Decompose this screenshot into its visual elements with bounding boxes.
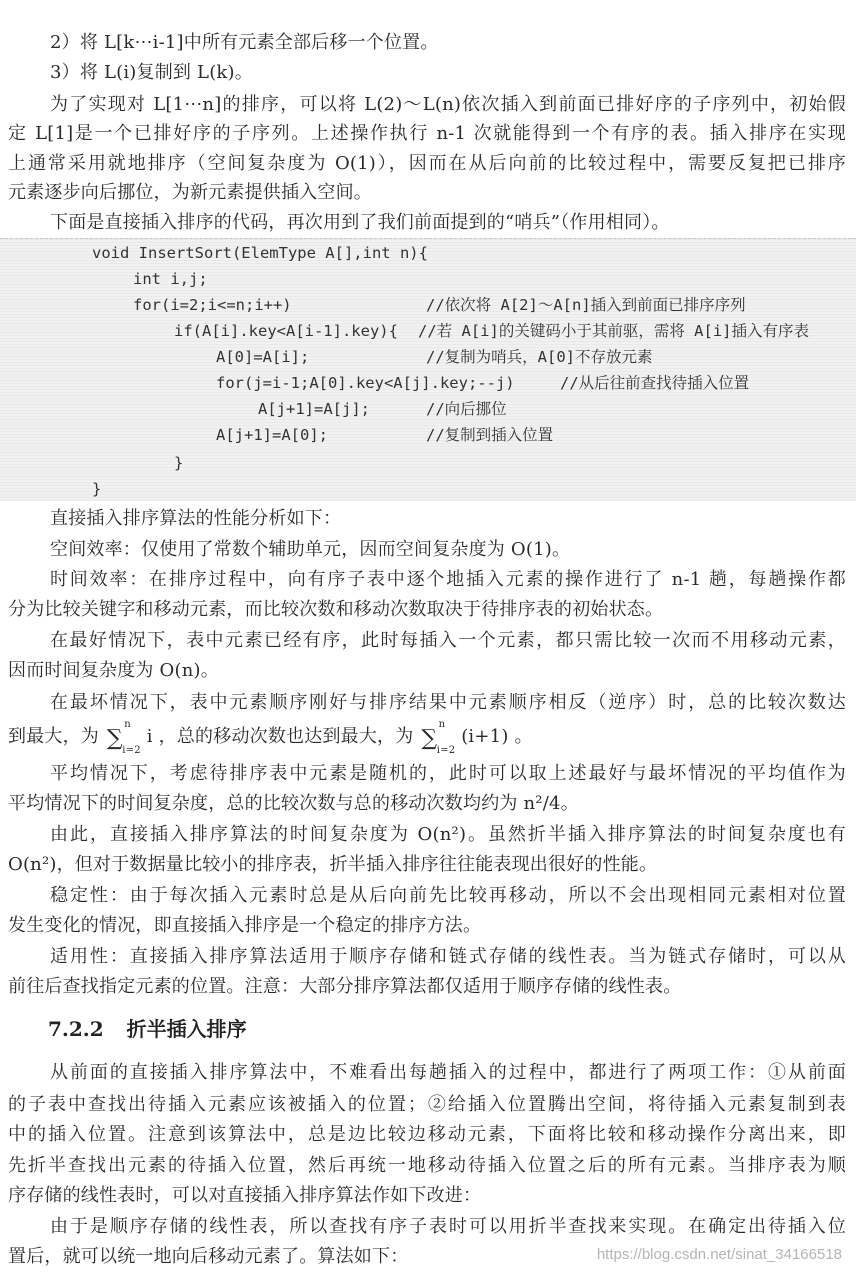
code-line-9: } [174,454,184,472]
binary-line-3: 中的插入位置。注意到该算法中，总是边比较边移动元素，下面将比较和移动操作分离出来，即 [8,1124,846,1145]
code-line-2: int i,j; [133,270,208,288]
sum-term-1: i [146,726,153,747]
time-line-1: 时间效率：在排序过程中，向有序子表中逐个地插入元素的操作进行了 n-1 趟，每趟操作都 [50,569,846,590]
final-line-1: 由于是顺序存储的线性表，所以查找有序子表时可以用折半查找来实现。在确定出待插入位 [50,1216,846,1237]
analysis-heading: 直接插入排序算法的性能分析如下： [50,508,342,529]
code-comment-1: //依次将 A[2]～A[n]插入到前面已排序序列 [426,296,746,314]
code-comment-4: //从后往前查找待插入位置 [560,374,750,392]
applicability-line-1: 适用性：直接插入排序算法适用于顺序存储和链式存储的线性表。当为链式存储时，可以从 [50,946,846,967]
space-efficiency: 空间效率：仅使用了常数个辅助单元，因而空间复杂度为 O(1)。 [50,539,571,560]
sum-term-2: (i+1) [461,726,509,747]
code-line-10: } [92,480,102,498]
sum-lower-2: i=2 [436,745,456,756]
step-3: 3）将 L(i)复制到 L(k)。 [50,62,253,83]
code-line-5: A[0]=A[i]; [216,348,310,366]
worst-prefix: 到最大，为 [8,726,99,747]
worst-line-1: 在最坏情况下，表中元素顺序刚好与排序结果中元素顺序相反（逆序）时，总的比较次数达 [50,692,846,713]
intro-line-2: 定 L[1]是一个已排好序的子序列。上述操作执行 n-1 次就能得到一个有序的表。插入排序在实现 [8,123,846,144]
section-heading [48,1014,247,1044]
binary-line-1: 从前面的直接插入排序算法中，不难看出每趟插入的过程中，都进行了两项工作：①从前面 [50,1062,846,1083]
binary-line-2: 的子表中查找出待插入元素应该被插入的位置；②给插入位置腾出空间，将待插入元素复制到表 [8,1094,846,1115]
watermark-url: https://blog.csdn.net/sinat_34166518 [596,1246,842,1263]
section-number: 7.2.2 [48,1017,104,1041]
code-line-4: if(A[i].key<A[i-1].key){ [174,322,398,340]
step-2: 2）将 L[k⋯i-1]中所有元素全部后移一个位置。 [50,32,439,53]
worst-line-2 [8,719,533,756]
binary-line-4: 先折半查找出元素的待插入位置，然后再统一地移动待插入位置之后的所有元素。当排序表为顺 [8,1155,846,1176]
best-line-1: 在最好情况下，表中元素已经有序，此时每插入一个元素，都只需比较一次而不用移动元素， [50,630,846,651]
code-line-3: for(i=2;i<=n;i++) [133,296,292,314]
code-intro: 下面是直接插入排序的代码，再次用到了我们前面提到的“哨兵”（作用相同）。 [50,212,670,233]
best-line-2: 因而时间复杂度为 O(n)。 [8,660,219,681]
code-line-6: for(j=i-1;A[0].key<A[j].key;--j) [216,374,515,392]
stability-line-1: 稳定性：由于每次插入元素时总是从后向前先比较再移动，所以不会出现相同元素相对位置 [50,885,846,906]
section-title: 折半插入排序 [126,1017,247,1041]
conclusion-line-1: 由此，直接插入排序算法的时间复杂度为 O(n²)。虽然折半插入排序算法的时间复杂度也有 [50,824,846,845]
code-comment-5: //向后挪位 [426,400,507,418]
average-line-1: 平均情况下，考虑待排序表中元素是随机的，此时可以取上述最好与最坏情况的平均值作为 [50,763,846,784]
binary-line-5: 序存储的线性表时，可以对直接插入排序算法作如下改进： [8,1185,482,1206]
code-line-8: A[j+1]=A[0]; [216,426,328,444]
code-line-7: A[j+1]=A[j]; [258,400,370,418]
conclusion-line-2: O(n²)，但对于数据量比较小的排序表，折半插入排序往往能表现出很好的性能。 [8,854,658,875]
worst-suffix: 。 [514,726,533,747]
average-line-2: 平均情况下的时间复杂度，总的比较次数与总的移动次数均约为 n²/4。 [8,793,579,814]
stability-line-2: 发生变化的情况，即直接插入排序是一个稳定的排序方法。 [8,915,482,936]
final-line-2: 置后，就可以统一地向后移动元素了。算法如下： [8,1246,409,1267]
intro-line-4: 元素逐步向后挪位，为新元素提供插入空间。 [8,182,372,203]
sum-symbol-2: ∑ n i=2 [421,719,456,756]
intro-line-3: 上通常采用就地排序（空间复杂度为 O(1)），因而在从后向前的比较过程中，需要反复把已排序 [8,153,846,174]
code-comment-6: //复制到插入位置 [426,426,554,444]
code-comment-3: //复制为哨兵，A[0]不存放元素 [426,348,653,366]
intro-line-1: 为了实现对 L[1⋯n]的排序，可以将 L(2)～L(n)依次插入到前面已排好序的子序列中，初始假 [50,94,846,115]
applicability-line-2: 前往后查找指定元素的位置。注意：大部分排序算法都仅适用于顺序存储的线性表。 [8,976,682,997]
sum-lower-1: i=2 [122,745,141,756]
code-comment-2: //若 A[i]的关键码小于其前驱，需将 A[i]插入有序表 [418,322,809,340]
sum-symbol-1: ∑ n i=2 [106,719,141,756]
time-line-2: 分为比较关键字和移动元素，而比较次数和移动次数取决于待排序表的初始状态。 [8,599,664,620]
sum-upper-2: n [438,719,446,730]
sum-upper-1: n [124,719,131,730]
worst-middle: ，总的移动次数也达到最大，为 [158,726,414,747]
code-line-1: void InsertSort(ElemType A[],int n){ [92,244,428,262]
